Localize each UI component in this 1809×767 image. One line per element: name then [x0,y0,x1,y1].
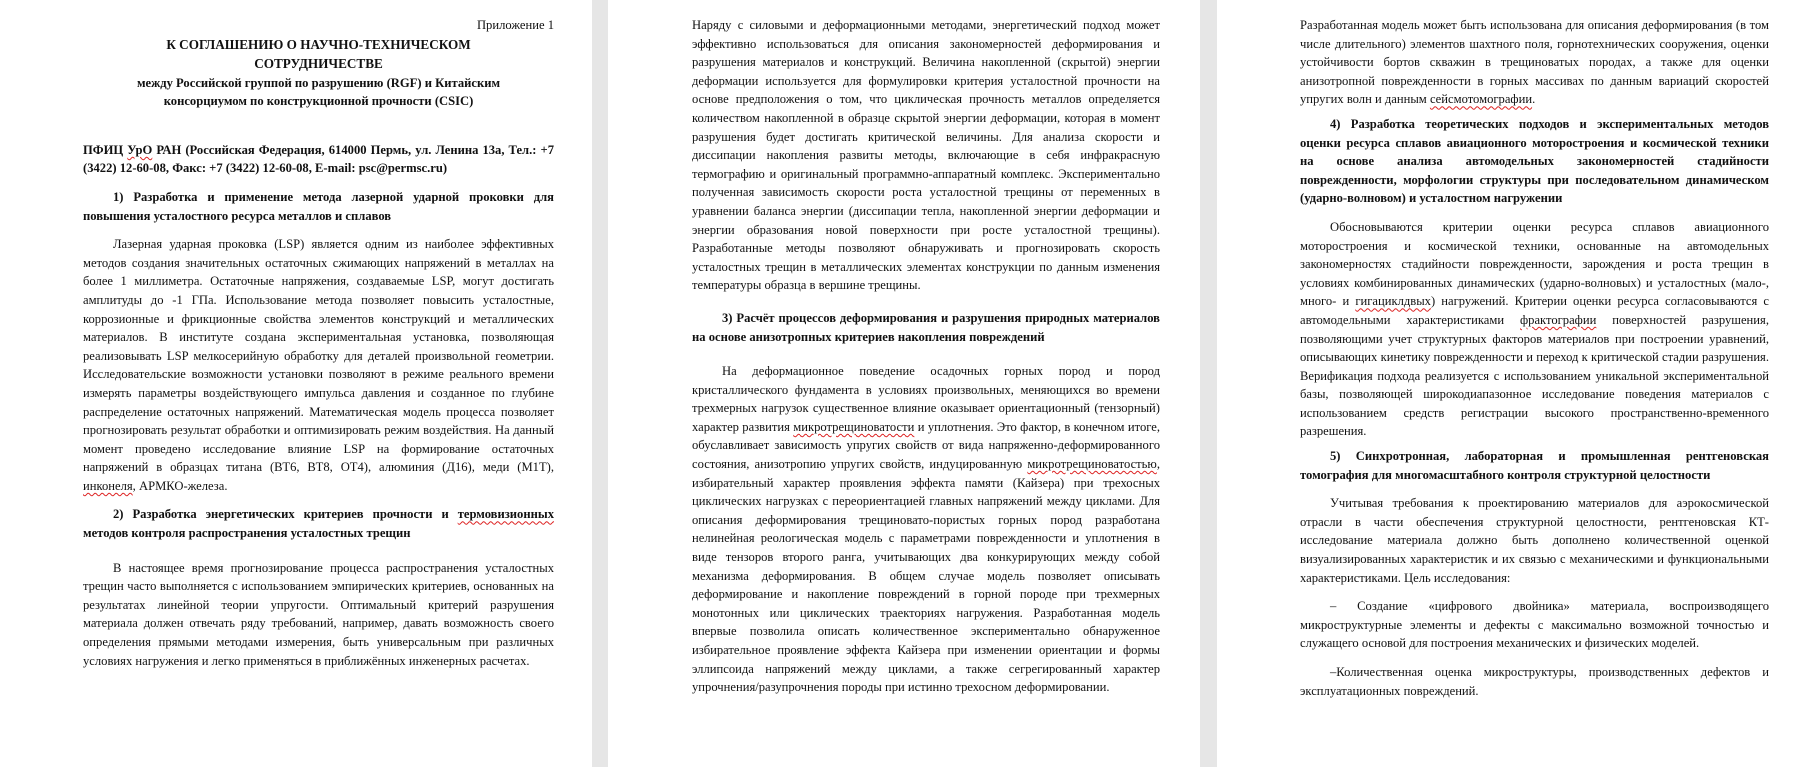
document-page-2 [608,0,1200,767]
title-line-2: СОТРУДНИЧЕСТВЕ [254,56,383,72]
appendix-label: Приложение 1 [476,18,554,32]
section-5-body: Учитывая требования к проектированию материалов для аэрокосмической отрасли в части обеспечения структурной целостности, рентгеновская КТ-исследование материала должно быть дополнено количественной оценкой визуализированных характеристик и их связью с механическими и функциональными характеристиками. Цель исследования: [1300,496,1769,585]
list-item-quantitative-assessment: –Количественная оценка микроструктуры, производственных дефектов и эксплуатационных повреждений. [1300,665,1769,698]
document-page-1 [0,0,592,767]
section-3-heading: 3) Расчёт процессов деформирования и разрушения природных материалов на основе анизотропных критериев накопления повреждений [692,310,1160,344]
section-3-body: На деформационное поведение осадочных горных пород и пород кристаллического фундамента в условиях произвольных, меняющихся во времени трехмерных нагрузок существенное влияние оказывает ориентационный (тензорный) характер развития микротрещиноватости и уплотнения. Это фактор, в конечном итоге, обуславливает зависимость упругих свойств от вида напряженно-деформированного состояния, анизотропию упругих свойств, индуцированную микротрещиноватостью, избирательный характер проявления эффекта памяти (Кайзера) при трехосных циклических нагрузках с переориентацией главных напряжений между циклами. Для описания деформирования трещиновато-пористых горных пород разработана нелинейная реологическая модель с параметрами поврежденности и уплотнения в виде тензоров второго ранга, учитывающих два конкурирующих между собой механизма деформирования. В общем случае модель позволяет описывать деформирование и накопление повреждений в горной породе при трехмерных монотонных или циклических траекториях нагружения. Разработанная модель впервые позволила описать количественное экспериментально обнаруженное избирательное проявление эффекта Кайзера при изменении ориентации и формы эллипсоида напряжений между циклами, а также сегрегированный характер упрочнения/разупрочнения породы при истинно трехосном деформировании. [692,364,1160,695]
list-item-digital-twin: – Создание «цифрового двойника» материала, воспроизводящего микроструктурные элементы и дефекты с максимально возможной точностью и служащего основой для построения механических и физических моделей. [1300,599,1769,651]
spell-error-word: микротрещиноватости [793,419,915,434]
spell-error-word: сейсмотомографии [1429,92,1533,107]
organization-address: ПФИЦ УрО РАН (Российская Федерация, 614000 Пермь, ул. Ленина 13а, Тел.: +7 (3422) 12-60-08, Факс: +7 (3422) 12-60-08, E-mail: psc@permsc.ru) [83,142,554,176]
spell-error-word: гигациклдвых [1355,294,1431,309]
subtitle-line-1: между Российской группой по разрушению (RGF) и Китайским [136,75,501,90]
document-page-3 [1217,0,1809,767]
agreement-title [83,35,554,74]
section-2-body: В настоящее время прогнозирование процесса распространения усталостных трещин часто выполняется с использованием эмпирических критериев, основанных на результатах линейной теории упругости. Оптимальный критерий разрушения материала должен отвечать ряду требований, например, давать возможность своего определения прямыми методами измерения, быть универсальным при различных условиях нагружения и легко применяться в приближённых инженерных расчетах. [83,560,554,668]
section-2-heading: 2) Разработка энергетических критериев прочности и термовизионных методов контроля распространения усталостных трещин [83,507,554,541]
title-line-1: К СОГЛАШЕНИЮ О НАУЧНО-ТЕХНИЧЕСКОМ [166,36,471,52]
section-4-body: Обосновываются критерии оценки ресурса сплавов авиационного моторостроения и космической техники, основанные на автомодельных закономерностях стадийности поврежденности, зарождения и роста трещин в условиях комбинированных динамических (ударно-волновых) и усталостных (мало-, много- и гигациклдвых) нагружений. Критерии оценки ресурса согласовываются с автомодельными характеристиками фрактографии поверхностей разрушения, позволяющими учет структурных факторов материалов при построении уравнений, описывающих кинетику поврежденности и переход к критической стадии разрушения. Верификация подхода реализуется с использованием уникальной экспериментальной базы, позволяющей широкодиапазонное исследование поведения материалов с использованием средств регистрации высокого пространственно-временного разрешения. [1300,219,1769,439]
subtitle-line-2: консорциумом по конструкционной прочности (CSIC) [163,94,474,109]
model-usage-paragraph: Разработанная модель может быть использована для описания деформирования (в том числе длительного) элементов шахтного поля, горнотехнических сооружения, оценки устойчивости бортов скважин в трещиноватых породах, а также для оценки анизотропной поврежденности в горных массивах по данным вариаций скоростей упругих волн и данным сейсмотомографии. [1300,18,1769,107]
section-4-heading: 4) Разработка теоретических подходов и экспериментальных методов оценки ресурса сплавов авиационного моторостроения и космической техники на основе анализа автомодельных закономерностей стадийности поврежденности, морфологии структуры при последовательном динамическом (ударно-волновом) и усталостном нагружении [1300,116,1769,206]
energy-approach-paragraph: Наряду с силовыми и деформационными методами, энергетический подход может эффективно использоваться для описания закономерностей деформирования и разрушения материалов и конструкций. Величина накопленной (скрытой) энергии деформации используется для формулировки критерия усталостной прочности на основе предположения о том, что циклическая прочность металлов определяется количеством накопленной в образце скрытой энергии деформации, которая в момент разрушения будет достигать критической величины. Для анализа скорости и диссипации накопления развиты методы, включающие в себя инфракрасную термографию и оригинальный программно-аппаратный комплекс. Экспериментально полученная зависимость скорости роста усталостной трещины от переменных в уравнении баланса энергии (диссипации тепла, накопленной энергии деформации и энергии образования новой поверхности при росте усталостной трещины). Разработанные методы позволяют обнаруживать и прогнозировать скорость усталостных трещин в металлических элементах конструкции по данным изменения температуры образца в вершине трещины. [692,18,1160,293]
section-1-body: Лазерная ударная проковка (LSP) является одним из наиболее эффективных методов создания значительных остаточных сжимающих напряжений в металлах на более 1 миллиметра. Остаточные напряжения, создаваемые LSP, могут достигать амплитуды до -1 ГПа. Использование метода позволяет повысить усталостные, коррозионные и фрикционные свойства элементов конструкций и металлических материалов. В институте создана экспериментальная установка, позволяющая реализовывать LSP мелкосерийную обработку для деталей произвольной геометрии. Исследовательские возможности установки позволяют в режиме реального времени измерять параметры воздействующего импульса давления и созданное по глубине распределение остаточных напряжений. Математическая модель процесса позволяет прогнозировать результат обработки и оптимизировать режим воздействия. На данный момент проведено исследование влияние LSP на формирование остаточных напряжений в образцах титана (ВТ6, ВТ8, ОТ4), алюминия (Д16), меди (М1Т), инконеля, АРМКО-железа. [83,237,554,493]
spell-error-word: фрактографии [1520,312,1597,327]
agreement-subtitle [83,74,554,111]
section-1-heading: 1) Разработка и применение метода лазерной ударной проковки для повышения усталостного ресурса металлов и сплавов [83,189,554,223]
spell-error-word: инконеля [83,478,133,493]
spell-error-word: УрО [127,142,153,157]
spell-error-word: микротрещиноватостью [1027,457,1157,472]
section-5-heading: 5) Синхротронная, лабораторная и промышленная рентгеновская томография для многомасштабного контроля структурной целостности [1300,449,1769,482]
spell-error-word: термовизионных [457,507,554,522]
